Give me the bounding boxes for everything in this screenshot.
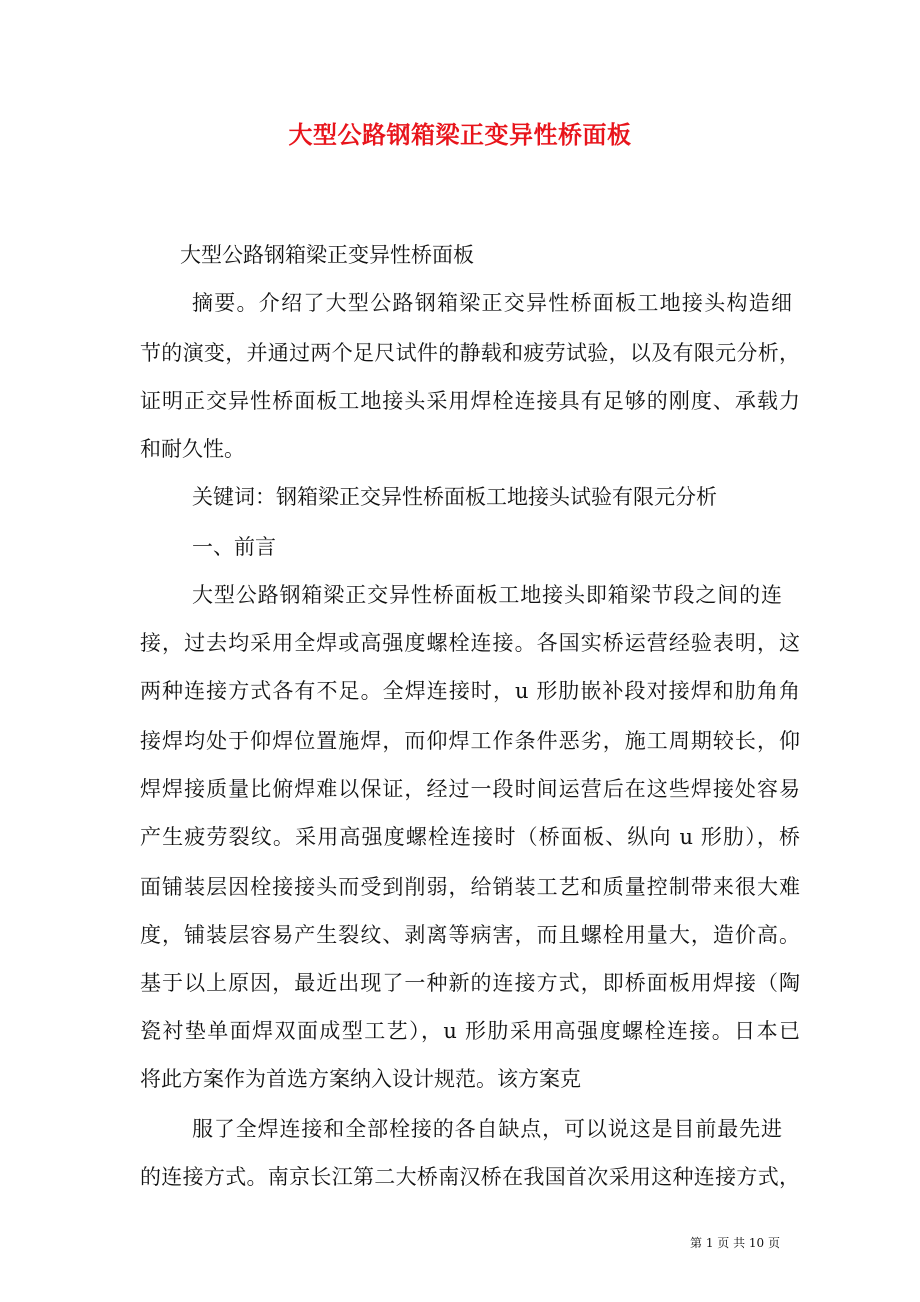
body-line: 将此方案作为首选方案纳入设计规范。该方案克 [140, 1067, 581, 1091]
body-line: 度，铺装层容易产生裂纹、剥离等病害，而且螺栓用量大，造价高。 [140, 923, 800, 947]
body-line: 证明正交异性桥面板工地接头采用焊栓连接具有足够的刚度、承载力 [140, 389, 800, 413]
body-line: 瓷衬垫单面焊双面成型工艺），u 形肋采用高强度螺栓连接。日本已 [140, 1019, 800, 1043]
body-line: 接焊均处于仰焊位置施焊，而仰焊工作条件恶劣，施工周期较长，仰 [140, 729, 800, 753]
body-line-subtitle: 大型公路钢箱梁正变异性桥面板 [180, 243, 474, 267]
body-line: 大型公路钢箱梁正交异性桥面板工地接头即箱梁节段之间的连 [192, 583, 782, 607]
body-line: 和耐久性。 [140, 437, 245, 461]
page-footer: 第 1 页 共 10 页 [690, 1236, 780, 1250]
body-line: 节的演变，并通过两个足尺试件的静载和疲劳试验，以及有限元分析， [140, 341, 800, 365]
body-line: 的连接方式。南京长江第二大桥南汉桥在我国首次采用这种连接方式， [140, 1165, 800, 1189]
body-line-abstract: 摘要。介绍了大型公路钢箱梁正交异性桥面板工地接头构造细 [192, 291, 792, 315]
body-line: 产生疲劳裂纹。采用高强度螺栓连接时（桥面板、纵向 u 形肋），桥 [140, 825, 800, 849]
document-title: 大型公路钢箱梁正变异性桥面板 [288, 120, 632, 149]
body-line-keywords: 关键词：钢箱梁正交异性桥面板工地接头试验有限元分析 [192, 485, 717, 509]
section-heading: 一、前言 [192, 535, 276, 559]
body-line: 服了全焊连接和全部栓接的各自缺点，可以说这是目前最先进 [192, 1117, 782, 1141]
body-line: 接，过去均采用全焊或高强度螺栓连接。各国实桥运营经验表明，这 [140, 631, 800, 655]
body-line: 基于以上原因，最近出现了一种新的连接方式，即桥面板用焊接（陶 [140, 971, 800, 995]
body-line: 焊焊接质量比俯焊难以保证，经过一段时间运营后在这些焊接处容易 [140, 777, 800, 801]
body-line: 面铺装层因栓接接头而受到削弱，给销装工艺和质量控制带来很大难 [140, 875, 800, 899]
body-line: 两种连接方式各有不足。全焊连接时，u 形肋嵌补段对接焊和肋角角 [140, 679, 800, 703]
